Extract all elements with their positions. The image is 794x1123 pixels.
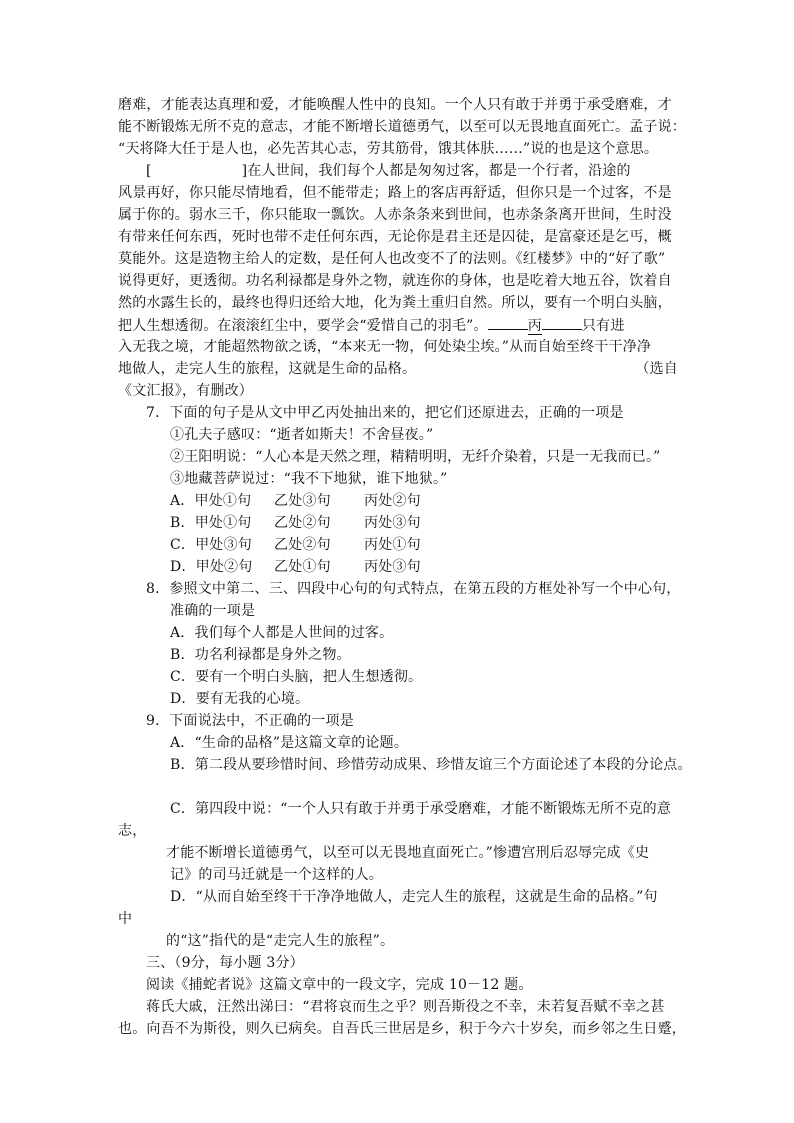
question-9-option-a: A．“生命的品格”是这篇文章的论题。 <box>170 735 409 751</box>
question-9-option-d-wrap: 中 <box>118 911 133 927</box>
question-8-stem: 8．参照文中第二、三、四段中心句的句式特点，在第五段的方框处补写一个中心句， <box>146 581 681 597</box>
text-span: 在人世间，我们每个人都是匆匆过客，都是一个行者，沿途的 <box>247 163 631 179</box>
paragraph-5-first-line <box>118 160 678 182</box>
text-line: 风景再好，你只能尽情地看，但不能带走；路上的客店再舒适，但你只是一个过客，不是 <box>118 185 672 201</box>
option-part: 丙处①句 <box>364 537 421 553</box>
question-9-option-b: B．第二段从要珍惜时间、珍惜劳动成果、珍惜友谊三个方面论述了本段的分论点。 <box>170 757 692 773</box>
source-note: （选自 <box>635 361 678 377</box>
spacer <box>118 776 678 798</box>
option-part: 丙处③句 <box>364 559 421 575</box>
answer-box-open: [ <box>146 163 152 179</box>
question-9-option-c-cont: 记》的司马迁就是一个这样的人。 <box>170 867 383 883</box>
question-7-sentence: ①孔夫子感叹：“逝者如斯夫！不舍昼夜。” <box>170 427 434 443</box>
question-7-option-c <box>118 534 678 556</box>
text-line <box>118 358 678 380</box>
text-line: 莫能外。这是造物主给人的定数，是任何人也改变不了的法则。《红楼梦》中的“好了歌” <box>118 251 666 267</box>
question-7-stem: 7．下面的句子是从文中甲乙丙处抽出来的，把它们还原进去，正确的一项是 <box>146 405 624 421</box>
text-line: 蒋氏大戚，汪然出涕曰：“君将哀而生之乎？则吾斯役之不幸，未若复吾赋不幸之甚 <box>146 999 665 1015</box>
section-3-heading: 三、（9分，每小题 3分） <box>146 955 304 971</box>
text-line: “天将降大任于是人也，必先苦其心志，劳其筋骨，饿其体肤……”说的也是这个意思。 <box>118 141 659 157</box>
document-page <box>118 94 692 1040</box>
text-span: 把人生想透彻。在滚滚红尘中，要学会“爱惜自己的羽毛”。 <box>118 318 488 334</box>
text-line: 有带来任何东西，死时也带不走任何东西，无论你是君主还是囚徒，是富豪还是乞丐，概 <box>118 229 672 245</box>
question-8-option-b: B．功名利禄都是身外之物。 <box>170 647 351 663</box>
question-7-sentence: ③地藏菩萨说过：“我不下地狱，谁下地狱。” <box>170 471 448 487</box>
blank-label-bing: 丙 <box>527 318 542 334</box>
option-part: A．甲处①句 <box>170 493 252 509</box>
text-line: 磨难，才能表达真理和爱，才能唤醒人性中的良知。一个人只有敢于并勇于承受磨难，才 <box>118 97 672 113</box>
section-3-intro: 阅读《捕蛇者说》这篇文章中的一段文字，完成 10－12 题。 <box>146 977 533 993</box>
question-7-option-b <box>118 512 678 534</box>
question-7-option-d <box>118 556 678 578</box>
question-9-option-c: C．第四段中说：“一个人只有敢于并勇于承受磨难，才能不断锻炼无所不克的意 <box>170 801 672 817</box>
text-line: 然的水露生长的，最终也得归还给大地，化为粪土重归自然。所以，要有一个明白头脑， <box>118 295 672 311</box>
question-9-option-d: D．“从而自始至终干干净净地做人，走完人生的旅程，这就是生命的品格。”句 <box>170 889 658 905</box>
question-8-option-c: C．要有一个明白头脑，把人生想透彻。 <box>170 669 423 685</box>
text-line-with-blank <box>118 314 678 336</box>
blank-underline <box>542 314 582 330</box>
question-9-stem: 9．下面说法中，不正确的一项是 <box>146 713 354 729</box>
option-part: 乙处③句 <box>274 493 331 509</box>
question-9-option-c-cont: 才能不断增长道德勇气，以至可以无畏地直面死亡。”惨遭宫刑后忍辱完成《史 <box>166 845 650 861</box>
question-9-option-d-cont: 的“这”指代的是“走完人生的旅程”。 <box>166 933 395 949</box>
question-9-option-c-wrap: 志， <box>118 823 147 839</box>
option-part: 乙处②句 <box>274 515 331 531</box>
option-part: 丙处②句 <box>364 493 421 509</box>
option-part: C．甲处③句 <box>170 537 252 553</box>
question-8-option-a: A．我们每个人都是人世间的过客。 <box>170 625 394 641</box>
text-line: 说得更好，更透彻。功名利禄都是身外之物，就连你的身体，也是吃着大地五谷，饮着自 <box>118 273 672 289</box>
text-line: 也。向吾不为斯役，则久已病矣。自吾氏三世居是乡，积于今六十岁矣，而乡邻之生日蹙， <box>118 1021 686 1037</box>
option-part: 乙处①句 <box>274 559 331 575</box>
blank-underline <box>488 314 528 330</box>
option-part: B．甲处①句 <box>170 515 252 531</box>
text-span: 只有进 <box>581 318 625 334</box>
option-part: 乙处②句 <box>274 537 331 553</box>
source-note: 《文汇报》，有删改） <box>118 383 253 399</box>
question-8-option-d: D．要有无我的心境。 <box>170 691 310 707</box>
question-8-stem: 准确的一项是 <box>170 603 256 619</box>
question-7-option-a <box>118 490 678 512</box>
question-7-sentence: ②王阳明说：“人心本是天然之理，精精明明，无纤介染着，只是一无我而已。” <box>170 449 661 465</box>
option-part: 丙处③句 <box>364 515 421 531</box>
answer-box-close: ] <box>241 163 248 179</box>
option-part: D．甲处②句 <box>170 559 253 575</box>
text-line: 属于你的。弱水三千，你只能取一瓢饮。人赤条条来到世间，也赤条条离开世间，生时没 <box>118 207 672 223</box>
text-line: 能不断锻炼无所不克的意志，才能不断增长道德勇气，以至可以无畏地直面死亡。孟子说： <box>118 119 686 135</box>
text-line: 入无我之境，才能超然物欲之诱，“本来无一物，何处染尘埃。”从而自始至终干干净净 <box>118 339 652 355</box>
text-span: 地做人，走完人生的旅程，这就是生命的品格。 <box>118 361 417 377</box>
